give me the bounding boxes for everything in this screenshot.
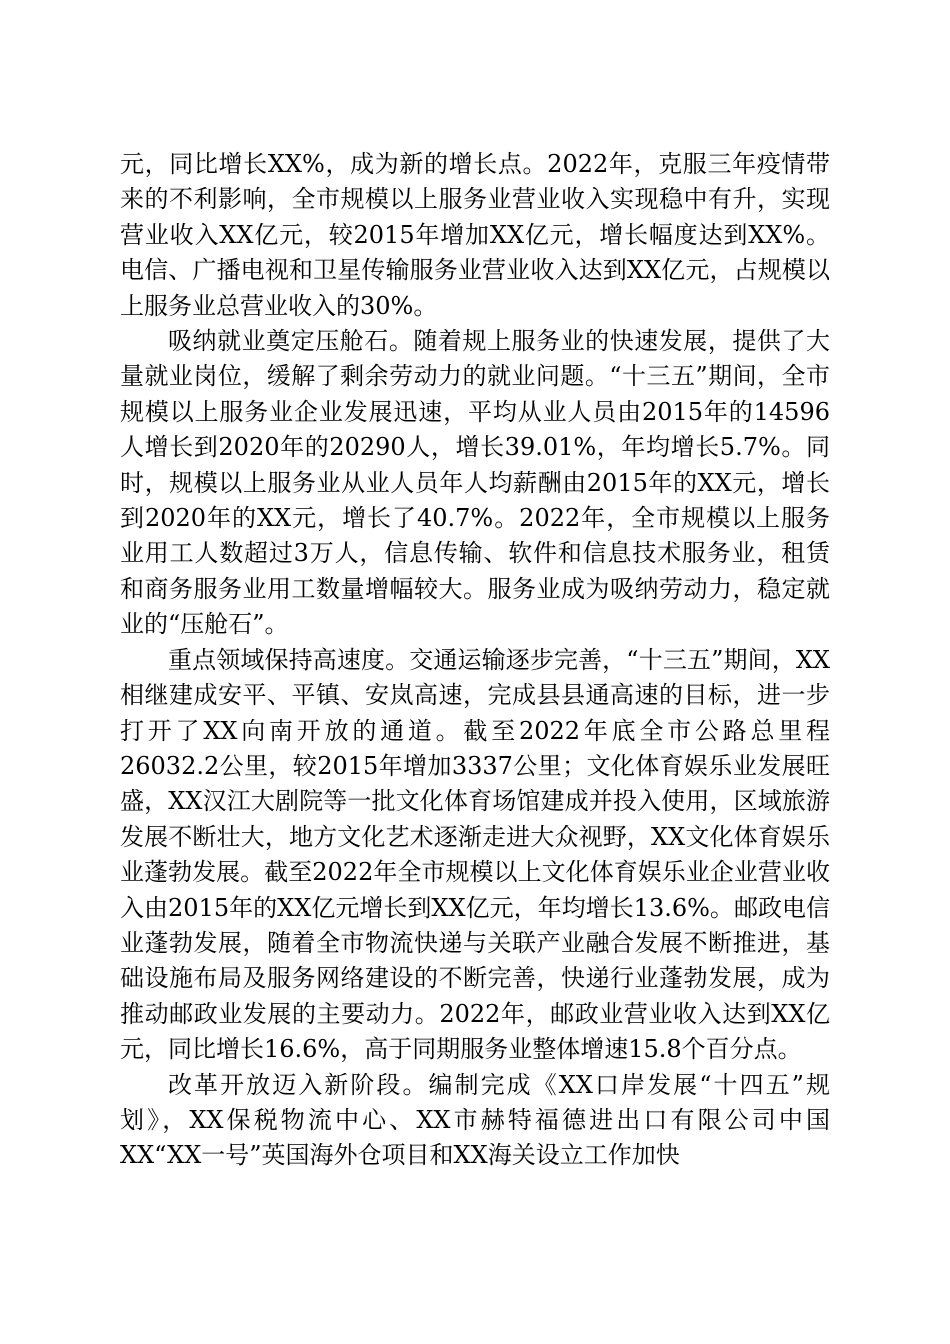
paragraph-reform-opening: 改革开放迈入新阶段。编制完成《XX口岸发展“十四五”规划》，XX保税物流中心、XX市赫特福德进出口有限公司中国XX“XX一号”英国海外仓项目和XX海关设立工作加快 <box>120 1070 830 1170</box>
paragraph-employment: 吸纳就业奠定压舱石。随着规上服务业的快速发展，提供了大量就业岗位，缓解了剩余劳动力的就业问题。“十三五”期间，全市规模以上服务业企业发展迅速，平均从业人员由2015年的14596人增长到2020年的20290人，增长39.01%，年均增长5.7%。同时，规模以上服务业从业人员年人均薪酬由2015年的XX元，增长到2020年的XX元，增长了40.7%。2022年，全市规模以上服务业用工人数超过3万人，信息传输、软件和信息技术服务业，租赁和商务服务业用工数量增幅较大。服务业成为吸纳劳动力，稳定就业的“压舱石”。 <box>120 327 830 639</box>
paragraph-key-sectors: 重点领域保持高速度。交通运输逐步完善，“十三五”期间，XX相继建成安平、平镇、安岚高速，完成县县通高速的目标，进一步打开了XX向南开放的通道。截至2022年底全市公路总里程26032.2公里，较2015年增加3337公里；文化体育娱乐业发展旺盛，XX汉江大剧院等一批文化体育场馆建成并投入使用，区域旅游发展不断壮大，地方文化艺术逐渐走进大众视野，XX文化体育娱乐业蓬勃发展。截至2022年全市规模以上文化体育娱乐业企业营业收入由2015年的XX亿元增长到XX亿元，年均增长13.6%。邮政电信业蓬勃发展，随着全市物流快递与关联产业融合发展不断推进，基础设施布局及服务网络建设的不断完善，快递行业蓬勃发展，成为推动邮政业发展的主要动力。2022年，邮政业营业收入达到XX亿元，同比增长16.6%，高于同期服务业整体增速15.8个百分点。 <box>120 645 830 1064</box>
paragraph-revenue-growth: 元，同比增长XX%，成为新的增长点。2022年，克服三年疫情带来的不利影响，全市规模以上服务业营业收入实现稳中有升，实现营业收入XX亿元，较2015年增加XX亿元，增长幅度达到XX%。电信、广播电视和卫星传输服务业营业收入达到XX亿元，占规模以上服务业总营业收入的30%。 <box>120 150 830 320</box>
document-body <box>120 147 830 1174</box>
